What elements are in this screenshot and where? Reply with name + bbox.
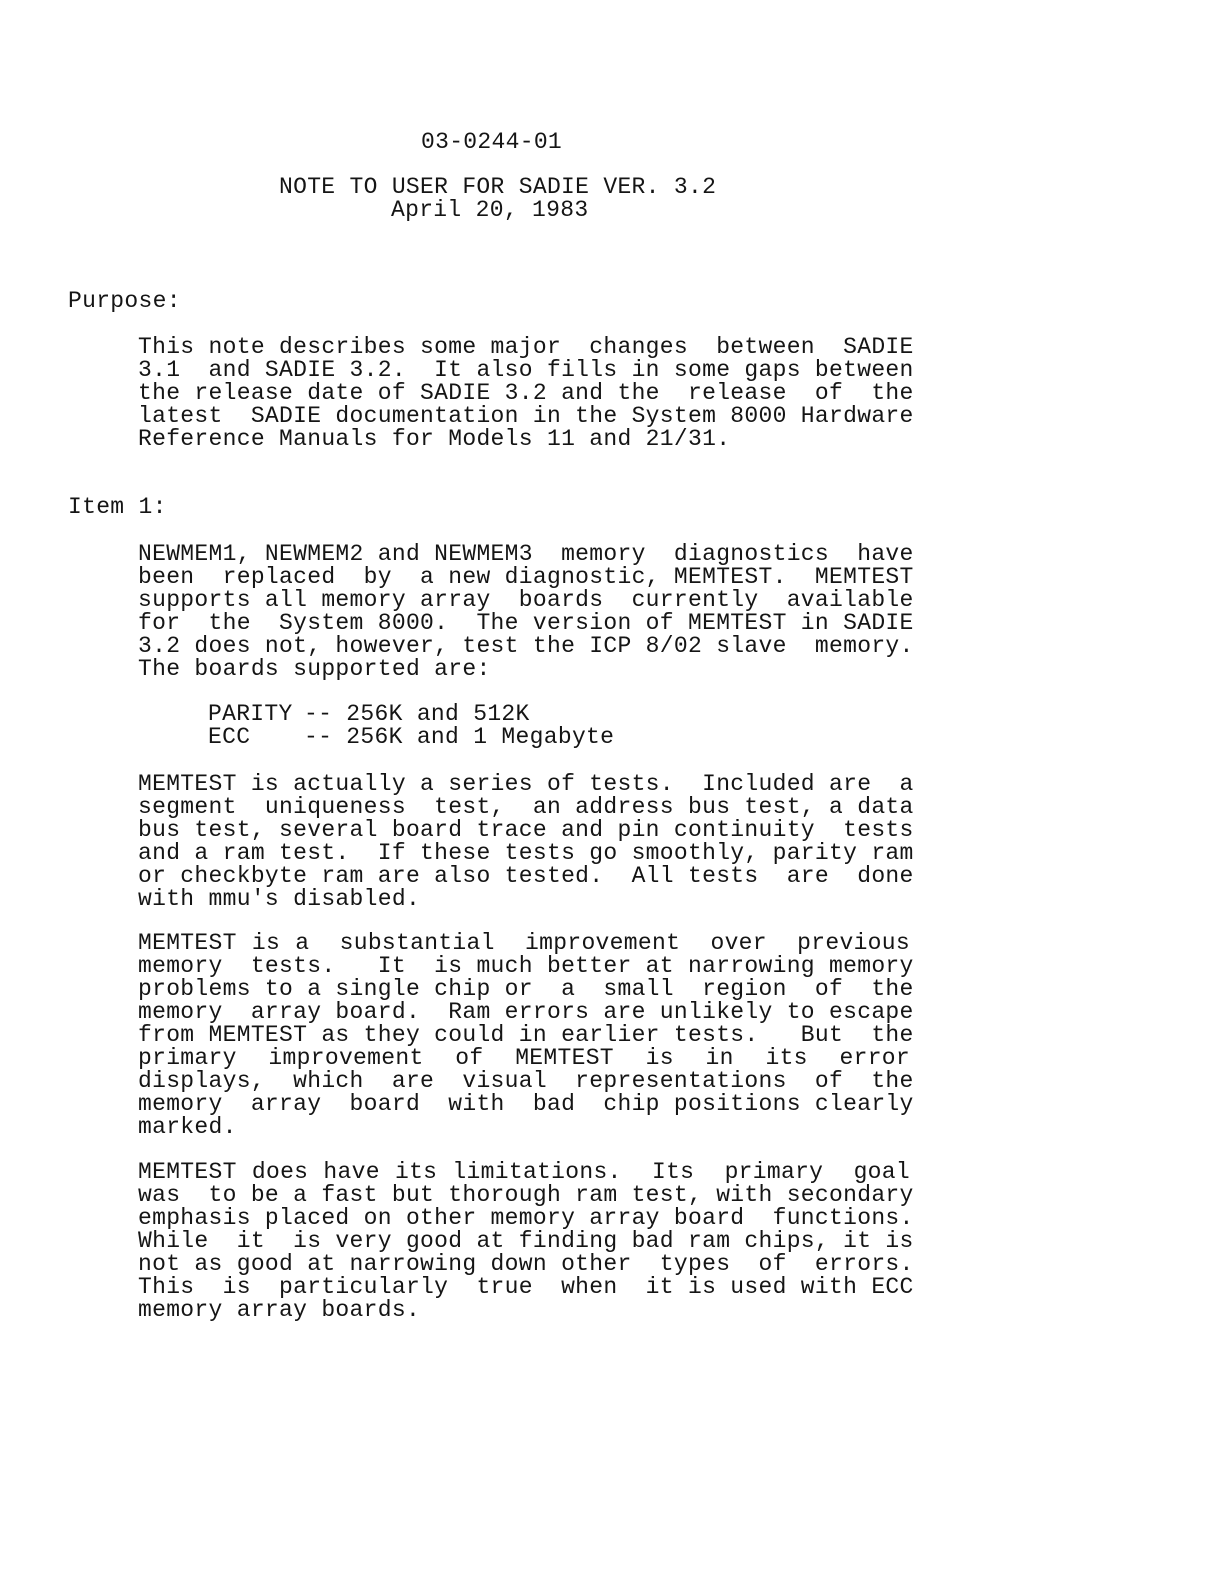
paragraph-line: MEMTEST does have its limitations. Its primary goal bbox=[138, 1159, 910, 1185]
paragraph-line: for the System 8000. The version of MEMTEST in SADIE bbox=[138, 610, 914, 636]
paragraph-line: Reference Manuals for Models 11 and 21/31. bbox=[138, 426, 731, 452]
memtest-limitations-paragraph bbox=[138, 1159, 914, 1323]
memtest-tests-paragraph bbox=[138, 771, 914, 912]
paragraph-line: latest SADIE documentation in the System 8000 Hardware bbox=[138, 403, 914, 429]
paragraph-line: been replaced by a new diagnostic, MEMTEST. MEMTEST bbox=[138, 564, 914, 590]
paragraph-line: The boards supported are: bbox=[138, 656, 491, 682]
paragraph-line: the release date of SADIE 3.2 and the release of the bbox=[138, 380, 914, 406]
paragraph-line: and a ram test. If these tests go smoothly, parity ram bbox=[138, 840, 914, 866]
paragraph-line: This note describes some major changes between SADIE bbox=[138, 334, 914, 360]
paragraph-line: with mmu's disabled. bbox=[138, 886, 421, 912]
paragraph-line: memory tests. It is much better at narrowing memory bbox=[138, 953, 914, 979]
paragraph-line: marked. bbox=[138, 1114, 237, 1140]
paragraph-line: bus test, several board trace and pin continuity tests bbox=[138, 817, 914, 843]
paragraph-line: problems to a single chip or a small region of the bbox=[138, 976, 914, 1002]
paragraph-line: memory array boards. bbox=[138, 1297, 421, 1323]
board-row-ecc bbox=[208, 726, 614, 749]
paragraph-line: memory array board. Ram errors are unlikely to escape bbox=[138, 999, 914, 1025]
item1-intro-paragraph bbox=[138, 541, 914, 682]
purpose-heading: Purpose: bbox=[68, 288, 181, 314]
paragraph-line: primary improvement of MEMTEST is in its error bbox=[138, 1045, 910, 1071]
board-type: PARITY bbox=[208, 701, 293, 727]
memtest-improvement-paragraph bbox=[138, 930, 914, 1140]
paragraph-line: or checkbyte ram are also tested. All tests are done bbox=[138, 863, 914, 889]
paragraph-line: NEWMEM1, NEWMEM2 and NEWMEM3 memory diagnostics have bbox=[138, 541, 914, 567]
document-date: April 20, 1983 bbox=[391, 197, 589, 223]
paragraph-line: This is particularly true when it is used with ECC bbox=[138, 1274, 914, 1300]
supported-boards-list bbox=[208, 703, 614, 749]
paragraph-line: 3.2 does not, however, test the ICP 8/02 slave memory. bbox=[138, 633, 914, 659]
paragraph-line: While it is very good at finding bad ram chips, it is bbox=[138, 1228, 914, 1254]
paragraph-line: segment uniqueness test, an address bus test, a data bbox=[138, 794, 914, 820]
paragraph-line: MEMTEST is a substantial improvement over previous bbox=[138, 930, 910, 956]
paragraph-line: supports all memory array boards currently available bbox=[138, 587, 914, 613]
purpose-paragraph bbox=[138, 334, 914, 452]
document-title: NOTE TO USER FOR SADIE VER. 3.2 bbox=[279, 174, 717, 200]
paragraph-line: not as good at narrowing down other types of errors. bbox=[138, 1251, 914, 1277]
paragraph-line: MEMTEST is actually a series of tests. Included are a bbox=[138, 771, 914, 797]
item1-heading: Item 1: bbox=[68, 494, 167, 520]
board-sizes: -- 256K and 512K bbox=[304, 701, 530, 727]
paragraph-line: emphasis placed on other memory array board functions. bbox=[138, 1205, 914, 1231]
paragraph-line: was to be a fast but thorough ram test, with secondary bbox=[138, 1182, 914, 1208]
board-type: ECC bbox=[208, 724, 251, 750]
board-row-parity bbox=[208, 703, 614, 726]
paragraph-line: 3.1 and SADIE 3.2. It also fills in some gaps between bbox=[138, 357, 914, 383]
paragraph-line: memory array board with bad chip positions clearly bbox=[138, 1091, 914, 1117]
board-sizes: -- 256K and 1 Megabyte bbox=[304, 724, 615, 750]
paragraph-line: from MEMTEST as they could in earlier tests. But the bbox=[138, 1022, 914, 1048]
paragraph-line: displays, which are visual representations of the bbox=[138, 1068, 914, 1094]
document-number: 03-0244-01 bbox=[421, 129, 563, 155]
